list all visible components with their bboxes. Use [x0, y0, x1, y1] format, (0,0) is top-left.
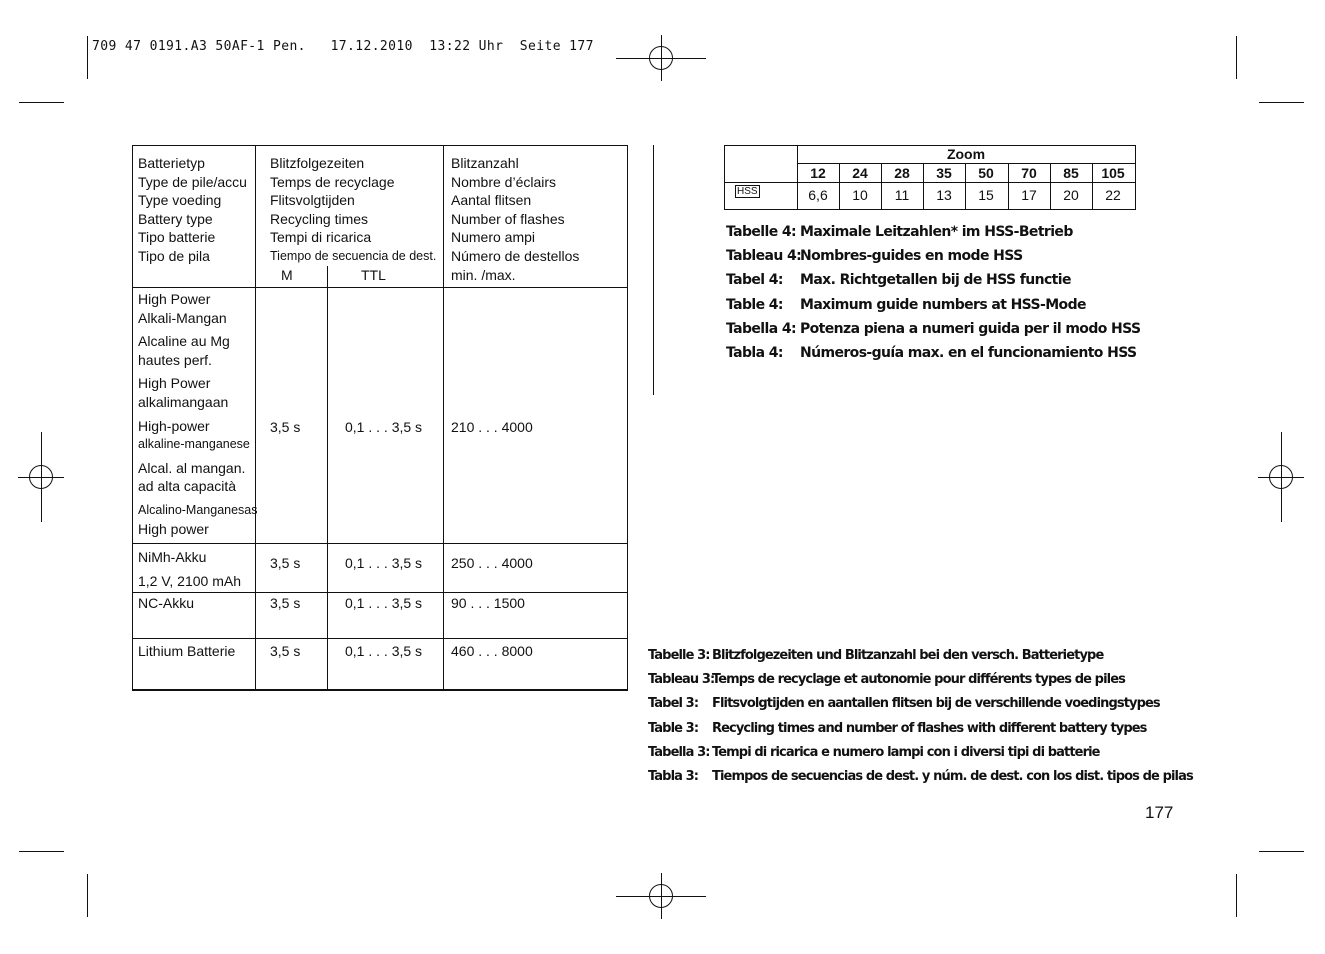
crop-mark: [87, 36, 88, 79]
guide-number: 6,6: [808, 187, 828, 203]
col-m-header: M: [281, 267, 293, 283]
zoom-value: 35: [936, 165, 952, 181]
zoom-value: 28: [894, 165, 910, 181]
crop-mark: [1236, 874, 1237, 917]
guide-number: 11: [894, 187, 910, 203]
guide-number-table: [724, 145, 1136, 210]
zoom-label: Zoom: [946, 146, 986, 162]
table-cell-ttl: 0,1 . . . 3,5 s: [345, 643, 423, 659]
zoom-value: 85: [1063, 165, 1079, 181]
zoom-value: 24: [852, 165, 868, 181]
registration-mark-icon: [638, 35, 684, 81]
col-ttl-header: TTL: [361, 267, 386, 283]
table-cell-m: 3,5 s: [270, 643, 301, 659]
table-row-battery: NiMh-Akku 1,2 V, 2100 mAh: [138, 549, 242, 589]
crop-mark: [19, 851, 64, 852]
zoom-value: 12: [810, 165, 826, 181]
guide-number: 10: [852, 187, 868, 203]
table-row-battery: Lithium Batterie: [138, 643, 236, 659]
table-row-battery: High Power Alkali-Mangan Alcaline au Mg hautes perf. High Power alkalimangaan High-power alkaline-manganese Alcal. al mangan. ad alta capacità Alcalino-Manganesas High power: [138, 291, 258, 537]
guide-number: 13: [936, 187, 952, 203]
col-flashes-header: Blitzanzahl Nombre d’éclairs Aantal flitsen Number of flashes Numero ampi Número de destellos min. /max.: [451, 155, 580, 283]
table-cell-ttl: 0,1 . . . 3,5 s: [345, 595, 423, 611]
registration-mark-icon: [1258, 454, 1304, 500]
guide-number: 22: [1105, 187, 1121, 203]
table-cell-flashes: 250 . . . 4000: [451, 555, 533, 571]
zoom-value: 70: [1021, 165, 1037, 181]
table-cell-m: 3,5 s: [270, 555, 301, 571]
column-divider: [653, 145, 654, 395]
registration-mark-icon: [638, 873, 684, 919]
table-cell-flashes: 90 . . . 1500: [451, 595, 525, 611]
guide-number: 15: [978, 187, 994, 203]
crop-mark: [1236, 36, 1237, 79]
table-cell-flashes: 460 . . . 8000: [451, 643, 533, 659]
table-cell-m: 3,5 s: [270, 419, 301, 435]
crop-mark: [1259, 851, 1304, 852]
table-cell-m: 3,5 s: [270, 595, 301, 611]
crop-mark: [87, 874, 88, 917]
zoom-value: 105: [1101, 165, 1125, 181]
crop-mark: [1259, 102, 1304, 103]
table-row-battery: NC-Akku: [138, 595, 195, 611]
table-cell-flashes: 210 . . . 4000: [451, 419, 533, 435]
col-recycling-header: Blitzfolgezeiten Temps de recyclage Flitsvolgtijden Recycling times Tempi di ricarica Tiempo de secuencia de dest.: [270, 155, 437, 263]
table-cell-ttl: 0,1 . . . 3,5 s: [345, 555, 423, 571]
guide-number: 17: [1021, 187, 1037, 203]
table-cell-ttl: 0,1 . . . 3,5 s: [345, 419, 423, 435]
print-slug: 709 47 0191.A3 50AF-1 Pen. 17.12.2010 13:22 Uhr Seite 177: [92, 39, 594, 54]
battery-table: [132, 145, 628, 691]
guide-number: 20: [1063, 187, 1079, 203]
col-battery-header: Batterietyp Type de pile/accu Type voeding Battery type Tipo batterie Tipo de pila: [138, 155, 247, 264]
zoom-value: 50: [978, 165, 994, 181]
page-number: 177: [1145, 803, 1174, 822]
registration-mark-icon: [18, 454, 64, 500]
crop-mark: [19, 102, 64, 103]
hss-mode-icon: HSS: [737, 186, 758, 197]
